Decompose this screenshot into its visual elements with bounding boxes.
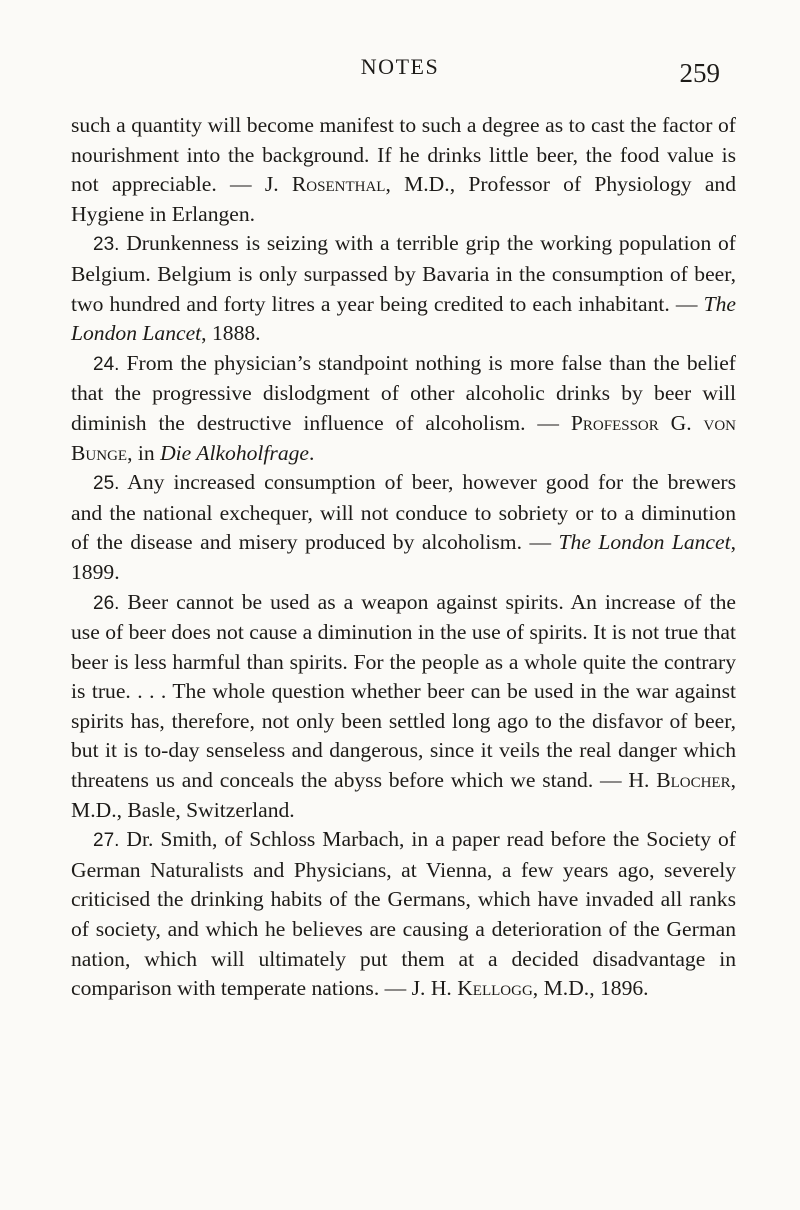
note-attribution: H. Blocher, M.D. [71, 768, 736, 822]
note-26 [71, 588, 736, 826]
page-header [0, 52, 800, 102]
note-text: such a quantity will become manifest to such a degree as to cast the factor of nourishment into the background. If he drinks little beer, the food value is not appreciable. — [71, 113, 736, 197]
note-text: From the physician’s standpoint nothing is more false than the belief that the progressive dislodgment of other alcoholic drinks by beer will diminish the destructive influence of alcoholism. — [71, 350, 736, 435]
note-number: 23. [93, 234, 120, 256]
note-attribution-tail: , Professor of Physiology and Hygiene in Erlangen. [71, 172, 736, 226]
page-number: 259 [679, 58, 720, 88]
note-24 [71, 349, 736, 468]
note-attribution-tail: , 1896. [589, 976, 649, 1001]
note-attribution: Professor G. von Bunge [71, 410, 736, 465]
note-source-tail: . [309, 440, 315, 465]
note-source: The London Lancet [71, 291, 736, 346]
running-head: NOTES [360, 54, 440, 79]
note-23 [71, 229, 736, 348]
note-source-tail: , 1888. [201, 321, 261, 346]
note-attribution-tail: , Basle, Switzerland. [116, 797, 295, 822]
note-number: 27. [93, 830, 120, 852]
note-27 [71, 825, 736, 1004]
note-source-tail: , 1899. [71, 530, 736, 584]
note-number: 26. [93, 592, 120, 614]
note-source: Die Alkoholfrage [160, 440, 310, 465]
note-attribution: J. Rosenthal, M.D. [264, 172, 450, 197]
note-source: The London Lancet [558, 530, 731, 555]
note-25 [71, 468, 736, 587]
note-number: 24. [93, 353, 120, 375]
note-middle: , in [127, 440, 161, 465]
note-text: Any increased consumption of beer, however good for the brewers and the national exchequer, will not conduce to sobriety or to a diminution of the disease and misery produced by alcoholism. — [71, 470, 736, 555]
note-22-continuation [71, 111, 736, 229]
note-text: Beer cannot be used as a weapon against spirits. An increase of the use of beer does not cause a diminution in the use of spirits. It is not true that beer is less harmful than spirits. For the people as a whole quite the contrary is true. . . . The whole question whether beer can be used in the war against spirits has, therefore, not only been settled long ago to the disfavor of beer, but it is to-day senseless and dangerous, since it veils the real danger which threatens us and conceals the abyss before which we stand. — [71, 589, 736, 793]
note-attribution: J. H. Kellogg, M.D. [411, 976, 590, 1001]
page-body [71, 111, 736, 1004]
note-text: Dr. Smith, of Schloss Marbach, in a paper read before the Society of German Naturalists and Physicians, at Vienna, a few years ago, severely criticised the drinking habits of the Germans, which have invaded all ranks of society, and which he believes are causing a deterioration of the German nation, which will ultimately put them at a decided disadvantage in comparison with temperate nations. — [71, 827, 736, 1001]
note-number: 25. [93, 473, 120, 495]
note-text: Drunkenness is seizing with a terrible grip the working population of Belgium. Belgium is only surpassed by Bavaria in the consumption of beer, two hundred and forty litres a year being credited to each inhabitant. — [71, 231, 737, 316]
